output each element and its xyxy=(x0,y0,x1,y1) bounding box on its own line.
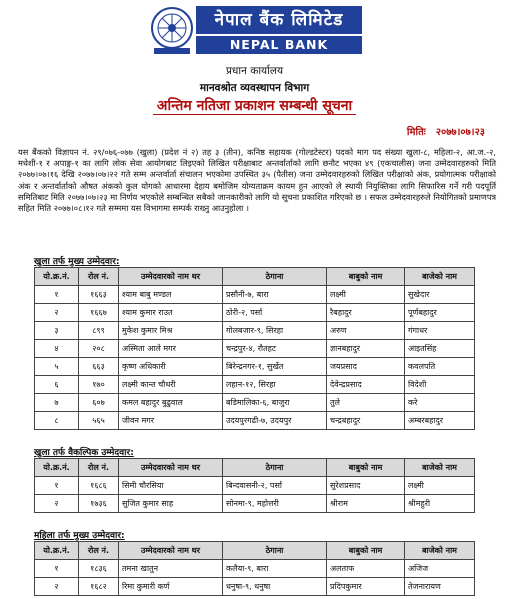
column-header: रोल नं. xyxy=(79,459,119,477)
table-cell: १७० xyxy=(79,376,119,394)
table-cell: ३ xyxy=(35,322,79,340)
column-header: ठेगाना xyxy=(223,542,327,560)
table-cell: बिरेन्द्रनगर-१, सुर्खेत xyxy=(223,358,327,376)
table-cell: श्याम बाबु मण्डल xyxy=(119,286,223,304)
results-table xyxy=(34,458,475,513)
table-cell: विदेशी xyxy=(405,376,475,394)
column-header: उम्मेदवारको नाम थर xyxy=(119,542,223,560)
table-cell: सुजित कुमार साह xyxy=(119,495,223,513)
table-cell: धनुषा-९, धनुषा xyxy=(223,578,327,596)
column-header: उम्मेदवारको नाम थर xyxy=(119,459,223,477)
bank-logo-header xyxy=(150,4,362,70)
table-cell: २ xyxy=(35,495,79,513)
table-cell: श्याम कुमार राउत xyxy=(119,304,223,322)
table-header-row xyxy=(35,459,475,477)
table-cell: ज्ञानबहादुर xyxy=(327,340,405,358)
table-row xyxy=(35,286,475,304)
table-cell: रैबहादुर xyxy=(327,304,405,322)
table-row xyxy=(35,412,475,430)
table-row xyxy=(35,376,475,394)
table-cell: १६६३ xyxy=(79,286,119,304)
table-row xyxy=(35,358,475,376)
table-cell: लहान-१२, सिरहा xyxy=(223,376,327,394)
table-cell: लक्ष्मी xyxy=(327,286,405,304)
table-cell: २ xyxy=(35,304,79,322)
table-cell: ६ xyxy=(35,376,79,394)
column-header: उम्मेदवारको नाम थर xyxy=(119,268,223,286)
table-row xyxy=(35,477,475,495)
table-cell: ५ xyxy=(35,358,79,376)
notice-paragraph: यस बैंकको विज्ञापन नं. २९/०७६-०७७ (खुला) (प्रदेश नं २) तह ३ (तीन), कनिष्ठ सहायक (गोल्डटेस्टर) पदको माग पद संख्या खुला-८, महिला-२, आ.ज.-२, मधेशी-१ र अपाङ्ग-१ का लागि लोक सेवा आयोगबाट लिइएको लिखित परीक्षाबाट अन्तर्वार्ताको लागि छनौट भएका ४९ (एकचालीस) जना उम्मेदवारहरुको मिति २०७७।०७।१६ देखि २०७७।०७।२२ गते सम्म अन्तर्वार्ता संचालन भएकोमा उपस्थित ३५ (पैतीस) जना उम्मेदवारहरुको लिखित परीक्षाको अंक, प्रयोगात्मक परीक्षाको अंक र अन्तर्वार्ताको औषत अंकको कुल योगको आधारमा देहाय बमोजिम योग्यताक्रम कायम हुन आएको ले स्थायी नियुक्तिका लागि सिफारिस गर्ने गरी पदपूर्ति समितिबाट मिति २०७७।०७।२३ मा निर्णय भएकोले सम्बन्धित सबैको जानकारीको लागि यो सूचना प्रकाशित गरिएको छ । सफल उम्मेदवारहरुले नियोगितको प्रमाणपत्र सहित मिति २०७७।०८।१२ गते सम्ममा यस विभागमा सम्पर्क राख्नु आउनुहोला । xyxy=(18,147,496,214)
table-cell: बिन्दवासनी-२, पर्सा xyxy=(223,477,327,495)
table-cell: चन्द्रबहादुर xyxy=(327,412,405,430)
table-cell: लक्ष्मी कान्त चौधरी xyxy=(119,376,223,394)
table-cell: कृष्ण अधिकारी xyxy=(119,358,223,376)
table-cell: प्रदिपकुमार xyxy=(327,578,405,596)
column-header: बाबुको नाम xyxy=(327,268,405,286)
table-cell: रिमा कुमारी कर्ण xyxy=(119,578,223,596)
table-cell: देवेन्द्रप्रसाद xyxy=(327,376,405,394)
table-cell: तुले xyxy=(327,394,405,412)
column-header: रोल नं. xyxy=(79,268,119,286)
table-cell: गंगाधर xyxy=(405,322,475,340)
table-cell: करे xyxy=(405,394,475,412)
table-cell: अम्बरबहादुर xyxy=(405,412,475,430)
table-cell: जीवन मगर xyxy=(119,412,223,430)
table-cell: आइतसिंह xyxy=(405,340,475,358)
brand-name-nepali: नेपाल बैंक लिमिटेड xyxy=(196,6,362,34)
table-cell: चन्द्रपुर-४, रौतहट xyxy=(223,340,327,358)
results-table xyxy=(34,267,475,430)
table-row xyxy=(35,578,475,596)
table-cell: सुरेशप्रसाद xyxy=(327,477,405,495)
column-header: बाबुको नाम xyxy=(327,542,405,560)
table-cell: बडिमालिका-६, बाजुरा xyxy=(223,394,327,412)
table-header-row xyxy=(35,268,475,286)
table-cell: कवलपति xyxy=(405,358,475,376)
table-cell: १ xyxy=(35,560,79,578)
section-title: खुला तर्फ वैकल्पिक उम्मेदवार: xyxy=(34,448,134,458)
brand-name-english: NEPAL BANK LIMITED xyxy=(196,36,362,54)
column-header: यो.क्र.नं. xyxy=(35,459,79,477)
table-cell: सुखेदार xyxy=(405,286,475,304)
date-label: मितिः xyxy=(406,127,426,138)
office-name: प्रधान कार्यालय xyxy=(225,65,284,77)
table-cell: मुकेश कुमार मिश्र xyxy=(119,322,223,340)
table-cell: १८३६ xyxy=(79,560,119,578)
table-cell: श्रीमहुरी xyxy=(405,495,475,513)
table-cell: पूर्णबहादुर xyxy=(405,304,475,322)
table-cell: सोनमा-९, महोत्तरी xyxy=(223,495,327,513)
column-header: रोल नं. xyxy=(79,542,119,560)
table-cell: कमल बहादुर बुढुवाल xyxy=(119,394,223,412)
table-cell: लक्ष्मी xyxy=(405,477,475,495)
results-table xyxy=(34,541,475,596)
table-cell: ८ xyxy=(35,412,79,430)
table-cell: तेजनारायण xyxy=(405,578,475,596)
notice-title xyxy=(0,96,509,115)
table-cell: तमना खातुन xyxy=(119,560,223,578)
table-row xyxy=(35,304,475,322)
table-row xyxy=(35,340,475,358)
table-cell: प्रसौनी-७, बारा xyxy=(223,286,327,304)
table-cell: अस्मिता आले मगर xyxy=(119,340,223,358)
table-cell: श्रीराम xyxy=(327,495,405,513)
table-cell: ६६३ xyxy=(79,358,119,376)
table-cell: सिमी चौरसिया xyxy=(119,477,223,495)
table-cell: ५६५ xyxy=(79,412,119,430)
table-cell: १ xyxy=(35,477,79,495)
table-cell: १६६७ xyxy=(79,304,119,322)
column-header: बाबुको नाम xyxy=(327,459,405,477)
notice-date xyxy=(407,124,485,138)
table-cell: ठोरी-२, पर्सा xyxy=(223,304,327,322)
table-cell: उदयपुरगढी-७, उदयपुर xyxy=(223,412,327,430)
column-header: बाजेको नाम xyxy=(405,459,475,477)
column-header: बाजेको नाम xyxy=(405,268,475,286)
table-cell: ८९९ xyxy=(79,322,119,340)
column-header: यो.क्र.नं. xyxy=(35,268,79,286)
table-row xyxy=(35,560,475,578)
bank-seal-icon xyxy=(150,6,194,56)
table-cell: अलताफ xyxy=(327,560,405,578)
table-cell: १६८६ xyxy=(79,477,119,495)
table-cell: ४ xyxy=(35,340,79,358)
date-value: २०७७।०७।२३ xyxy=(435,127,485,138)
table-cell: जयप्रसाद xyxy=(327,358,405,376)
table-cell: अरुण xyxy=(327,322,405,340)
table-cell: २ xyxy=(35,578,79,596)
column-header: यो.क्र.नं. xyxy=(35,542,79,560)
table-header-row xyxy=(35,542,475,560)
column-header: बाजेको नाम xyxy=(405,542,475,560)
table-cell: १६८२ xyxy=(79,578,119,596)
section-title: महिला तर्फ मुख्य उम्मेदवार: xyxy=(34,531,125,541)
department-name: मानवश्रोत व्यवस्थापन विभाग xyxy=(199,82,310,94)
column-header: ठेगाना xyxy=(223,268,327,286)
section-title: खुला तर्फ मुख्य उम्मेदवार: xyxy=(34,257,120,267)
notice-title-text: अन्तिम नतिजा प्रकाशन सम्बन्धी सूचना xyxy=(153,98,356,115)
table-row xyxy=(35,394,475,412)
table-cell: १ xyxy=(35,286,79,304)
table-cell: ६०७ xyxy=(79,394,119,412)
table-row xyxy=(35,495,475,513)
table-cell: २०८ xyxy=(79,340,119,358)
table-cell: अजिज xyxy=(405,560,475,578)
table-row xyxy=(35,322,475,340)
column-header: ठेगाना xyxy=(223,459,327,477)
table-cell: १७३६ xyxy=(79,495,119,513)
table-cell: कलैया-९, बारा xyxy=(223,560,327,578)
table-cell: गोलबजार-९, सिरहा xyxy=(223,322,327,340)
table-cell: ७ xyxy=(35,394,79,412)
